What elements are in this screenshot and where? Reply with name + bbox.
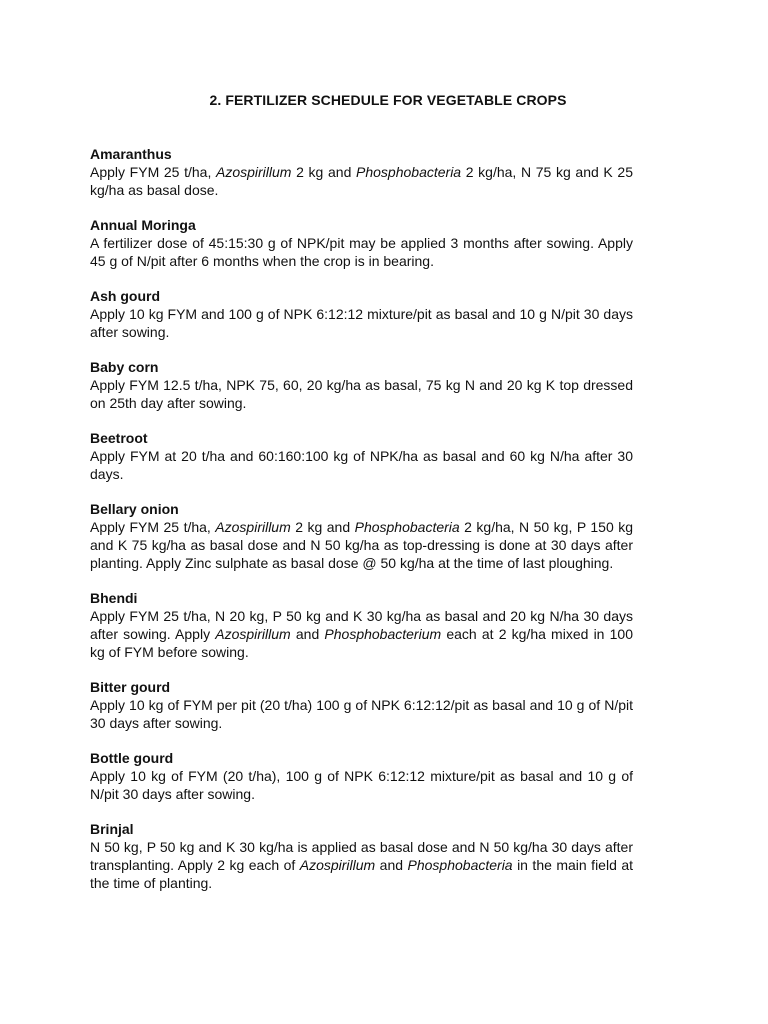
crop-name: Bottle gourd xyxy=(90,750,174,766)
crop-entry xyxy=(90,358,633,412)
crop-name: Bitter gourd xyxy=(90,679,171,695)
text-segment: Apply 10 kg FYM and 100 g of NPK 6:12:12 mixture/pit as basal and 10 g N/pit 30 days after sowing. xyxy=(90,306,633,340)
crop-name: Ash gourd xyxy=(90,288,160,304)
text-segment: 2 kg and xyxy=(291,164,357,180)
crop-name: Brinjal xyxy=(90,821,134,837)
text-segment: Apply 10 kg of FYM (20 t/ha), 100 g of NPK 6:12:12 mixture/pit as basal and 10 g of N/pit 30 days after sowing. xyxy=(90,768,633,802)
text-segment: 2 kg/ha, N 75 kg and K 25 kg/ha as basal dose. xyxy=(90,164,633,198)
italic-term: Azospirillum xyxy=(215,626,291,642)
text-segment: and xyxy=(290,626,325,642)
text-segment: Apply FYM 25 t/ha, xyxy=(90,164,216,180)
crop-name: Beetroot xyxy=(90,430,148,446)
crop-entry xyxy=(90,216,633,270)
italic-term: Phosphobacteria xyxy=(354,519,460,535)
text-segment: Apply FYM at 20 t/ha and 60:160:100 kg of NPK/ha as basal and 60 kg N/ha after 30 days. xyxy=(90,448,633,482)
crop-name: Baby corn xyxy=(90,359,159,375)
crop-name: Bhendi xyxy=(90,590,138,606)
crop-schedule-text xyxy=(90,518,633,572)
text-segment: 2 kg and xyxy=(290,519,355,535)
crop-name: Bellary onion xyxy=(90,501,179,517)
crop-entry xyxy=(90,678,633,732)
crop-entry xyxy=(90,500,633,572)
crop-entry xyxy=(90,589,633,661)
text-segment: Apply FYM 25 t/ha, N 20 kg, P 50 kg and K 30 kg/ha as basal and 20 kg N/ha 30 days after sowing. Apply xyxy=(90,608,633,642)
text-segment: N 50 kg, P 50 kg and K 30 kg/ha is applied as basal dose and N 50 kg/ha 30 days after transplanting. Apply 2 kg each of xyxy=(90,839,633,873)
crop-schedule-text xyxy=(90,447,633,483)
italic-term: Azospirillum xyxy=(215,519,291,535)
text-segment: Apply FYM 25 t/ha, xyxy=(90,519,216,535)
italic-term: Phosphobacteria xyxy=(407,857,513,873)
text-segment: 2 kg/ha, N 50 kg, P 150 kg and K 75 kg/ha as basal dose and N 50 kg/ha as top-dressing is done at 30 days after planting. Apply Zinc sulphate as basal dose @ 50 kg/ha at the time of last ploughing. xyxy=(90,519,633,571)
text-segment: and xyxy=(375,857,408,873)
text-segment: Apply 10 kg of FYM per pit (20 t/ha) 100 g of NPK 6:12:12/pit as basal and 10 g of N/pit 30 days after sowing. xyxy=(90,697,633,731)
crop-entry xyxy=(90,820,633,892)
italic-term: Phosphobacterium xyxy=(324,626,442,642)
crop-name: Amaranthus xyxy=(90,146,172,162)
crop-schedule-text xyxy=(90,767,633,803)
crop-entry xyxy=(90,287,633,341)
crop-entry xyxy=(90,749,633,803)
crop-schedule-text xyxy=(90,163,633,199)
crop-schedule-text xyxy=(90,305,633,341)
italic-term: Phosphobacteria xyxy=(356,164,462,180)
italic-term: Azospirillum xyxy=(299,857,376,873)
crop-entry xyxy=(90,429,633,483)
text-segment: Apply FYM 12.5 t/ha, NPK 75, 60, 20 kg/ha as basal, 75 kg N and 20 kg K top dressed on 25th day after sowing. xyxy=(90,377,633,411)
document-title: 2. FERTILIZER SCHEDULE FOR VEGETABLE CROPS xyxy=(209,92,567,108)
crop-name: Annual Moringa xyxy=(90,217,196,233)
text-segment: each at 2 kg/ha mixed in 100 kg of FYM before sowing. xyxy=(90,626,633,660)
crop-entry xyxy=(90,145,633,199)
text-segment: in the main field at the time of planting. xyxy=(90,857,634,891)
crop-schedule-text xyxy=(90,234,633,270)
crop-schedule-text xyxy=(90,607,633,661)
crop-schedule-text xyxy=(90,376,633,412)
crop-schedule-text xyxy=(90,696,633,732)
crop-schedule-text xyxy=(90,838,633,892)
text-segment: A fertilizer dose of 45:15:30 g of NPK/pit may be applied 3 months after sowing. Apply 45 g of N/pit after 6 months when the crop is in bearing. xyxy=(90,235,633,269)
crop-entries-list xyxy=(90,145,633,909)
italic-term: Azospirillum xyxy=(216,164,292,180)
